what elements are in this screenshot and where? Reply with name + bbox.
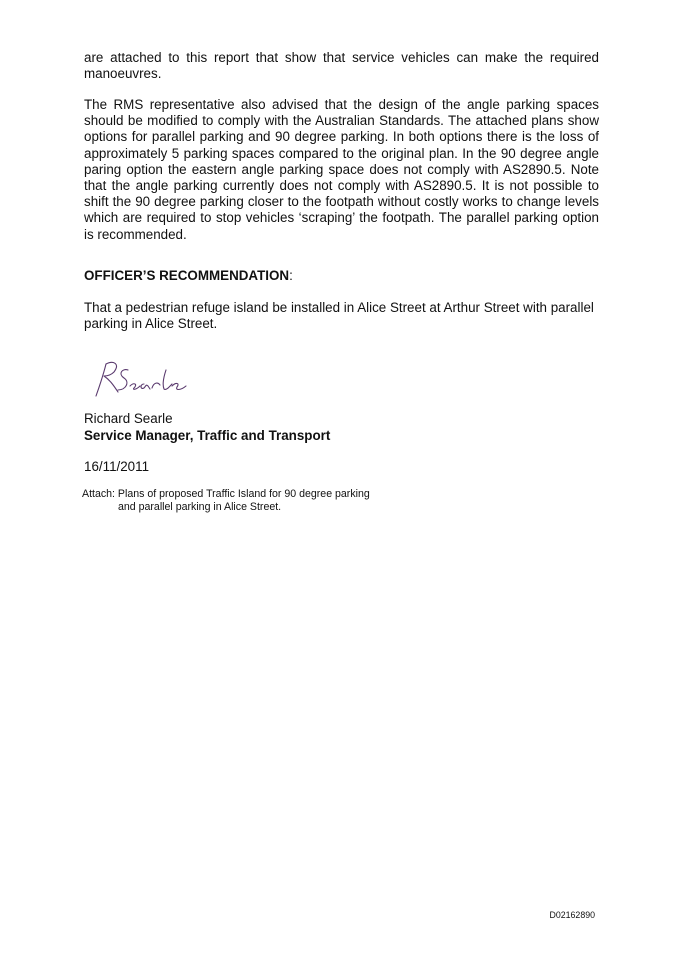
attachment-line-1: Attach: Plans of proposed Traffic Island for 90 degree parking: [82, 488, 370, 500]
attachment-line-2: and parallel parking in Alice Street.: [118, 501, 282, 514]
recommendation-heading: [84, 268, 293, 284]
attachment-note: [82, 488, 422, 514]
body-paragraph-1: are attached to this report that show that service vehicles can make the required manoeuvres.: [84, 50, 599, 82]
document-reference-number: D02162890: [549, 910, 595, 920]
signatory-title: Service Manager, Traffic and Transport: [84, 428, 331, 443]
body-paragraph-2: The RMS representative also advised that the design of the angle parking spaces should be modified to comply with the Australian Standards. The attached plans show options for parallel parking and 90 degree parking. In both options there is the loss of approximately 5 parking spaces compared to the original plan. In the 90 degree angle paring option the eastern angle parking space does not comply with AS2890.5. Note that the angle parking currently does not comply with AS2890.5. It is not possible to shift the 90 degree parking closer to the footpath without costly works to change levels which are required to stop vehicles ‘scraping’ the footpath. The parallel parking option is recommended.: [84, 97, 599, 242]
handwritten-signature: [92, 358, 192, 400]
signatory-name: Richard Searle: [84, 411, 173, 426]
recommendation-heading-colon: :: [289, 268, 293, 283]
recommendation-heading-text: OFFICER’S RECOMMENDATION: [84, 268, 290, 283]
document-date: 16/11/2011: [84, 459, 150, 474]
recommendation-text: That a pedestrian refuge island be installed in Alice Street at Arthur Street with parallel parking in Alice Street.: [84, 300, 594, 332]
